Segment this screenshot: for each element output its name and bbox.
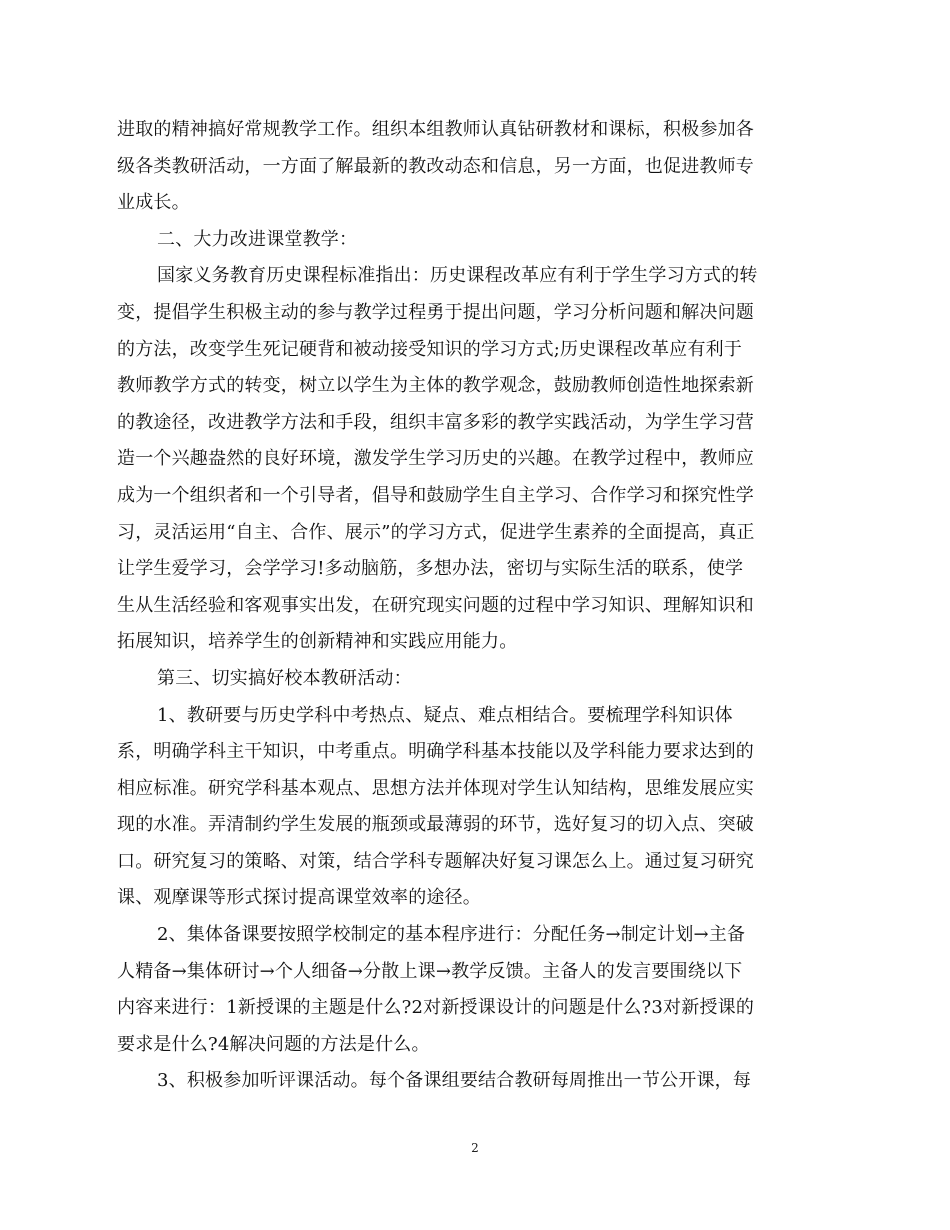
paragraph <box>117 698 827 918</box>
text-line: 1、教研要与历史学科中考热点、疑点、难点相结合。要梳理学科知识体 <box>157 704 733 726</box>
text-line: 2、集体备课要按照学校制定的基本程序进行：分配任务→制定计划→主备 <box>157 924 746 946</box>
paragraph <box>117 222 827 259</box>
text-line: 现的水准。弄清制约学生发展的瓶颈或最薄弱的环节，选好复习的切入点、突破 <box>117 814 754 836</box>
text-line: 要求是什么?4解决问题的方法是什么。 <box>117 1033 430 1055</box>
text-line: 二、大力改进课堂教学： <box>157 228 358 250</box>
text-line: 国家义务教育历史课程标准指出：历史课程改革应有利于学生学习方式的转 <box>157 265 758 287</box>
paragraph <box>117 112 827 222</box>
text-line: 口。研究复习的策略、对策，结合学科专题解决好复习课怎么上。通过复习研究 <box>117 850 754 872</box>
text-line: 的方法，改变学生死记硬背和被动接受知识的学习方式;历史课程改革应有利于 <box>117 338 743 360</box>
body-text <box>117 112 827 1100</box>
text-line: 第三、切实搞好校本教研活动： <box>157 667 412 689</box>
text-line: 系，明确学科主干知识，中考重点。明确学科基本技能以及学科能力要求达到的 <box>117 741 754 763</box>
text-line: 相应标准。研究学科基本观点、思想方法并体现对学生认知结构，思维发展应实 <box>117 777 754 799</box>
text-line: 人精备→集体研讨→个人细备→分散上课→教学反馈。主备人的发言要围绕以下 <box>117 960 743 982</box>
paragraph <box>117 258 827 661</box>
text-line: 习，灵活运用“自主、合作、展示”的学习方式，促进学生素养的全面提高，真正 <box>117 521 755 543</box>
paragraph <box>117 661 827 698</box>
text-line: 变，提倡学生积极主动的参与教学过程勇于提出问题，学习分析问题和解决问题 <box>117 301 754 323</box>
text-line: 教师教学方式的转变，树立以学生为主体的教学观念，鼓励教师创造性地探索新 <box>117 375 754 397</box>
text-line: 级各类教研活动，一方面了解最新的教改动态和信息，另一方面，也促进教师专 <box>117 155 754 177</box>
text-line: 进取的精神搞好常规教学工作。组织本组教师认真钻研教材和课标，积极参加各 <box>117 119 754 140</box>
text-line: 成为一个组织者和一个引导者，倡导和鼓励学生自主学习、合作学习和探究性学 <box>117 484 754 506</box>
text-line: 造一个兴趣盎然的良好环境，激发学生学习历史的兴趣。在教学过程中，教师应 <box>117 448 754 470</box>
page-number: 2 <box>471 1141 479 1155</box>
paragraph <box>117 1063 827 1100</box>
text-line: 生从生活经验和客观事实出发，在研究现实问题的过程中学习知识、理解知识和 <box>117 594 754 616</box>
text-line: 拓展知识，培养学生的创新精神和实践应用能力。 <box>117 631 518 653</box>
text-line: 的教途径，改进教学方法和手段，组织丰富多彩的教学实践活动，为学生学习营 <box>117 411 754 433</box>
text-line: 内容来进行：1新授课的主题是什么?2对新授课设计的问题是什么?3对新授课的 <box>117 997 755 1019</box>
text-line: 业成长。 <box>117 192 190 214</box>
paragraph <box>117 917 827 1063</box>
text-line: 让学生爱学习，会学学习!多动脑筋，多想办法，密切与实际生活的联系，使学 <box>117 558 744 580</box>
text-line: 3、积极参加听评课活动。每个备课组要结合教研每周推出一节公开课，每 <box>157 1070 752 1092</box>
text-line: 课、观摩课等形式探讨提高课堂效率的途径。 <box>117 887 481 909</box>
